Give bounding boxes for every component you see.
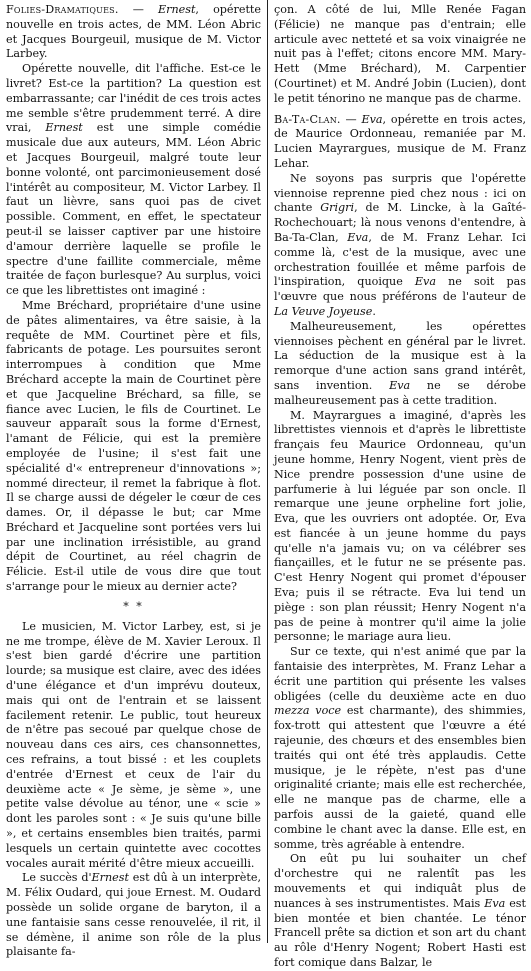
paragraph — [6, 62, 261, 299]
review-eva-header — [274, 113, 526, 172]
paragraph-text: , de M. Franz Lehar. Ici comme là, c'est de la musique, avec une orchestration fouillée et même parfois de l'inspiration, quoique — [274, 230, 526, 289]
paragraph — [274, 172, 526, 320]
left-column — [6, 3, 261, 959]
paragraph-emphasis: Eva — [347, 230, 369, 244]
paragraph-emphasis: Eva — [414, 275, 436, 289]
paragraph: Le musicien, M. Victor Larbey, est, si je ne me trompe, élève de M. Xavier Leroux. Il s'est bien gardé d'écrire une partition lourde; sa musique est claire, avec des idées d'une élégance et d'un imprévu douteux, mais qui ont de l'entrain et se laissent facilement retenir. Le public, tout heureux de n'être pas secoué par quelque chose de nouveau dans ces airs, ces chansonnettes, ces refrains, a tout bissé : et les couplets d'entrée d'Ernest et ceux de l'air du deuxième acte « Je sème, je sème », une petite valse dévolue au ténor, une « scie » dont les paroles sont : « Je suis qu'une bille », et certains ensembles bien traités, parmi lesquels un certain quintette avec cocottes vocales aurait mérité d'être mieux accueilli. — [6, 619, 261, 870]
paragraph-text: est bien montée et bien chantée. Le ténor Francell prête sa diction et son art du chant au rôle d'Henry Nogent; Robert Hasti est fort comique dans Balzar, le — [274, 896, 526, 969]
paragraph-text: Sur ce texte, qui n'est animé que par la fantaisie des interprètes, M. Franz Lehar a écrit une partition qui présente les valses obligées (celle du deuxième acte en duo — [274, 645, 526, 703]
paragraph-emphasis: Grigri — [320, 201, 355, 215]
paragraph-emphasis: Eva — [484, 896, 506, 910]
paragraph-text: Ne soyons pas surpris que l'opérette viennoise reprenne pied chez nous : ici on chante — [274, 171, 526, 215]
paragraph-text: ne soit pas l'œuvre que nous préférons de l'auteur de — [274, 275, 526, 304]
paragraph-emphasis: mezza voce — [274, 704, 342, 718]
theatre-heading: Ba-Ta-Clan. — [274, 112, 341, 126]
paragraph — [6, 871, 261, 960]
dash: — — [340, 112, 362, 126]
paragraph-text: , de M. Lincke, à la Gaîté-Rochechouart; là nous venons d'entendre, à Ba-Ta-Clan, — [274, 201, 526, 244]
paragraph-emphasis: Ernest — [91, 871, 129, 885]
theatre-heading: Folies-Dramatiques. — [6, 3, 119, 16]
paragraph-emphasis: Eva — [389, 378, 411, 392]
paragraph: M. Mayrargues a imaginé, d'après les librettistes viennois et d'après le librettiste français feu Maurice Ordonneau, qu'un jeune homme, Henry Nogent, vient près de Nice prendre possession d'une usine de parfumerie à lui léguée par son oncle. Il remarque une jeune orpheline fort jolie, Eva, que les ouvriers ont adoptée. Or, Eva est fiancée à un jeune homme du pays qu'elle n'a jamais vu; on va célébrer ses fiançailles, et le futur ne se présente pas. C'est Henry Nogent qui promet d'épouser Eva; puis il se rétracte. Eva lui tend un piège : son plan réussit; Henry Nogent n'a pas de peine à montrer qu'il aime la jolie personne; le mariage aura lieu. — [274, 408, 526, 644]
paragraph-text: ne se dérobe malheureusement pas à cette tradition. — [274, 378, 526, 407]
paragraph-text: est dû à un interprète, M. Félix Oudard, qui joue Ernest. M. Oudard possède un solide organe de baryton, il a une fantaisie sans cesse renouvelée, il rit, il se démène, il anime son rôle de la plus plaisante fa- — [6, 871, 261, 959]
section-divider: * * — [123, 599, 144, 613]
work-subtitle: , opérette nouvelle en trois actes, de MM. Léon Abric et Jacques Bourgeuil, musique de M. Victor Larbey. — [6, 3, 261, 61]
right-column — [274, 3, 526, 969]
paragraph-emphasis: La Veuve Joyeuse — [274, 304, 373, 318]
paragraph — [274, 320, 526, 409]
paragraph — [274, 852, 526, 970]
work-title: Eva — [361, 112, 383, 126]
review-ernest-header: Folies-Dramatiques. — Ernest, opérette nouvelle en trois actes, de MM. Léon Abric et Jacques Bourgeuil, musique de M. Victor Larbey. — [6, 3, 261, 61]
paragraph-text: est une simple comédie musicale due aux auteurs, MM. Léon Abric et Jacques Bourgeuil, malgré toute leur bonne volonté, ont parcimonieusement dosé l'intérêt au compositeur, M. Victor Larbey. Il faut un lièvre, sans quoi pas de civet possible. Comment, en effet, le spectateur peut-il se laisser captiver par une histoire d'amour derrière laquelle se profile le spectre d'une faillite commerciale, même traitée de façon burlesque? Au surplus, voici ce que les librettistes ont imaginé : — [6, 121, 261, 298]
paragraph: çon. A côté de lui, Mlle Renée Fagan (Félicie) ne manque pas d'entrain; elle articule avec netteté et sa voix vinaigrée ne nuit pas à l'effet; citons encore MM. Mary-Hett (Mme Bréchard), M. Carpentier (Courtinet) et M. André Jobin (Lucien), dont le petit ténorino ne manque pas de charme. — [274, 3, 526, 105]
work-title: Ernest — [158, 3, 196, 16]
column-rule — [267, 0, 268, 943]
paragraph-text: Opérette nouvelle, dit l'affiche. Est-ce le livret? Est-ce la partition? La question est embarrassante; car l'inédit de ces trois actes me semble s'être prudemment terré. A dire vrai, — [6, 62, 261, 135]
paragraph-text: . — [372, 304, 376, 318]
paragraph — [274, 645, 526, 852]
paragraph-emphasis: Ernest — [45, 121, 83, 135]
paragraph-text: Malheureusement, les opérettes viennoises pèchent en général par le livret. La séduction de la musique est à la remorque d'une action sans grand intérêt, sans invention. — [274, 319, 526, 392]
paragraph-text: est charmante), des shimmies, fox-trott qui attestent que l'œuvre a été rajeunie, des chœurs et des ensembles bien traités qui ont été très applaudis. Cette musique, je le répète, n'est pas d'une originalité criante; mais elle est recherchée, elle ne manque pas de charme, elle a parfois aussi de la gaieté, quand elle combine le chant avec la danse. Elle est, en somme, très agréable à entendre. — [274, 704, 526, 851]
paragraph-text: On eût pu lui souhaiter un chef d'orchestre qui ne ralentît pas les mouvements et qui indiquât plus de nuances à ses instrumentistes. Mais — [274, 852, 526, 910]
paragraph: Mme Bréchard, propriétaire d'une usine de pâtes alimentaires, va être saisie, à la requête de MM. Courtinet père et fils, fabricants de potage. Les poursuites seront interrompues à condition que Mme Bréchard accepte la main de Courtinet père et que Jacqueline Bréchard, sa fille, se fiance avec Lucien, le fils de Courtinet. Le sauveur apparaît sous la forme d'Ernest, l'amant de Félicie, qui est la première employée de l'usine; il s'est fait une spécialité d'« entrepreneur d'innovations »; nommé directeur, il remet la fabrique à flot. Il se charge aussi de dégeler le cœur de ces dames. Or, il dépasse le but; car Mme Bréchard et Jacqueline sont portées vers lui par une inclination irrésistible, au grand dépit de Courtinet, au réel chagrin de Félicie. Est-il utile de vous dire que tout s'arrange pour le mieux au dernier acte? — [6, 298, 261, 594]
work-subtitle: , opérette en trois actes, de Maurice Ordonneau, remaniée par M. Lucien Mayrargues, musique de M. Franz Lehar. — [274, 112, 526, 170]
paragraph-text: Le succès d' — [22, 871, 92, 885]
